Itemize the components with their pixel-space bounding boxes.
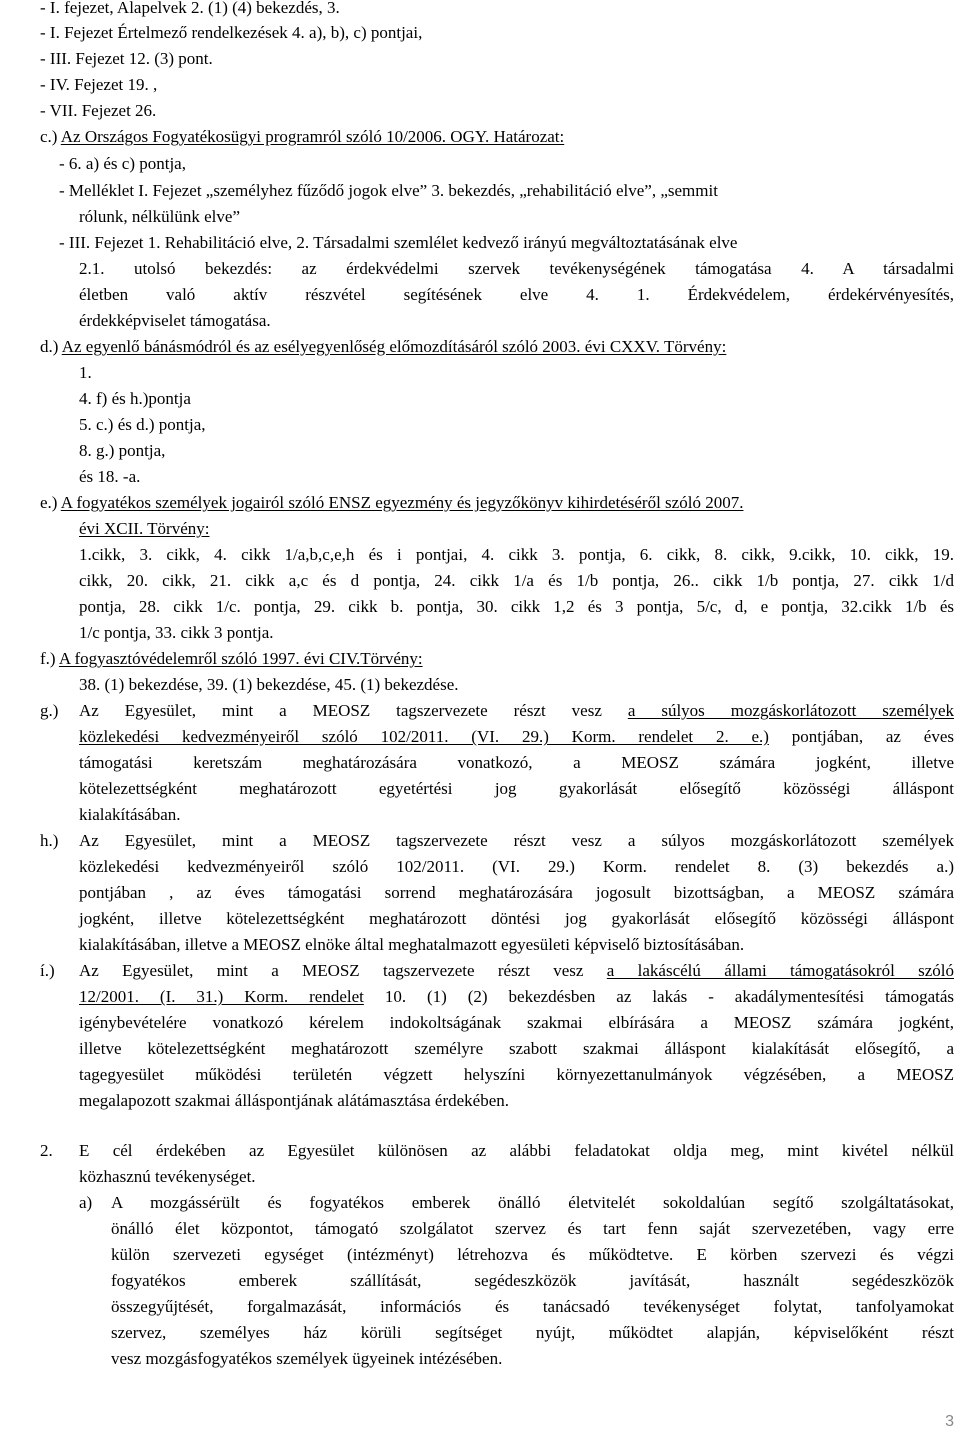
section-e-line: 1.cikk, 3. cikk, 4. cikk 1/a,b,c,e,h és i pontjai, 4. cikk 3. pontja, 6. cikk, 8. cikk, 9.cikk, 10. cikk, 19. xyxy=(79,545,954,564)
section-g-label: g.) xyxy=(40,701,59,720)
section-i-line: tagegyesület működési területén végzett helyszíni környezettanulmányok végzésében, a MEOSZ xyxy=(79,1065,954,1084)
section-2a-line: fogyatékos emberek szállítását, segédeszközök javítását, használt segédeszközök xyxy=(111,1271,954,1290)
section-d-item: 8. g.) pontja, xyxy=(79,441,166,460)
section-e-line: pontja, 28. cikk 1/c. pontja, 29. cikk b. pontja, 30. cikk 1,2 és 3 pontja, 5/c, d, e pontja, 32.cikk 1/b és xyxy=(79,597,954,616)
section-d-item: 5. c.) és d.) pontja, xyxy=(79,415,206,434)
section-d-item: és 18. -a. xyxy=(79,467,141,486)
section-2a-line: összegyűjtését, forgalmazását, információs és tanácsadó tevékenységet folytat, tanfolyamokat xyxy=(111,1297,954,1316)
section-c-item: rólunk, nélkülünk elve” xyxy=(79,207,240,226)
section-f-heading xyxy=(40,646,423,673)
section-c-heading xyxy=(40,124,564,151)
section-d-item: 4. f) és h.)pontja xyxy=(79,389,191,408)
section-2a-label: a) xyxy=(79,1193,93,1212)
section-i-line: megalapozott szakmai álláspontjának alátámasztása érdekében. xyxy=(79,1091,509,1110)
list-line: - I. fejezet, Alapelvek 2. (1) (4) bekezdés, 3. xyxy=(40,0,340,17)
section-h-line: pontjában , az éves támogatási sorrend meghatározására jogosult bizottságban, a MEOSZ számára xyxy=(79,883,954,902)
section-h-line: Az Egyesület, mint a MEOSZ tagszervezete részt vesz a súlyos mozgáskorlátozott személyek xyxy=(79,831,954,850)
section-f-label: f.) xyxy=(40,649,56,668)
section-c-item: érdekképviselet támogatása. xyxy=(79,311,271,330)
section-e-heading xyxy=(40,490,743,517)
section-i-line: illetve kötelezettségként meghatározott személyre szabott szakmai álláspont kialakítását elősegítő, a xyxy=(79,1039,954,1058)
section-c-item: - 6. a) és c) pontja, xyxy=(59,154,186,173)
list-line: - I. Fejezet Értelmező rendelkezések 4. a), b), c) pontjai, xyxy=(40,23,423,42)
section-2a-line: vesz mozgásfogyatékos személyek ügyeinek intézésében. xyxy=(111,1349,503,1368)
list-line: - IV. Fejezet 19. , xyxy=(40,75,158,94)
section-g-line: közlekedési kedvezményeiről szóló 102/2011. (VI. 29.) Korm. rendelet 2. e.) pontjában, az éves xyxy=(79,727,954,746)
section-f-line: 38. (1) bekezdése, 39. (1) bekezdése, 45. (1) bekezdése. xyxy=(79,675,459,694)
section-2-line: közhasznú tevékenységet. xyxy=(79,1167,256,1186)
page-number: 3 xyxy=(945,1413,954,1430)
section-e-line: 1/c pontja, 33. cikk 3 pontja. xyxy=(79,623,274,642)
section-i-line: 12/2001. (I. 31.) Korm. rendelet 10. (1) (2) bekezdésben az lakás - akadálymentesítési támogatás xyxy=(79,987,954,1006)
section-c-item: életben való aktív részvétel segítésének elve 4. 1. Érdekvédelem, érdekérvényesítés, xyxy=(79,285,954,304)
section-2-number: 2. xyxy=(40,1141,53,1160)
section-d-heading xyxy=(40,334,726,361)
section-i-line: Az Egyesület, mint a MEOSZ tagszervezete részt vesz a lakáscélú állami támogatásokról szóló xyxy=(79,961,954,980)
section-2a-line: külön szervezeti egységet (intézményt) létrehozva és működtetve. E körben szervezi és végzi xyxy=(111,1245,954,1264)
section-h-line: jogként, illetve kötelezettségként meghatározott döntési jog gyakorlását elősegítő közösségi álláspont xyxy=(79,909,954,928)
section-i-line: igénybevételére vonatkozó kérelem indokoltságának szakmai elbírására a MEOSZ számára jogként, xyxy=(79,1013,954,1032)
section-2a-line: szervez, személyes ház körüli segítséget nyújt, működtet alapján, képviselőként részt xyxy=(111,1323,954,1342)
section-g-line: Az Egyesület, mint a MEOSZ tagszervezete részt vesz a súlyos mozgáskorlátozott személyek xyxy=(79,701,954,720)
section-e-label: e.) xyxy=(40,493,58,512)
section-d-label: d.) xyxy=(40,337,59,356)
list-line: - III. Fejezet 12. (3) pont. xyxy=(40,49,213,68)
section-2a-line: önálló élet központot, támogató szolgálatot szervez és tart fenn saját szervezetében, vagy erre xyxy=(111,1219,954,1238)
section-g-line: kialakításában. xyxy=(79,805,181,824)
section-2-line: E cél érdekében az Egyesület különösen az alábbi feladatokat oldja meg, mint kivétel nélkül xyxy=(79,1141,954,1160)
section-h-label: h.) xyxy=(40,831,59,850)
section-f-title: A fogyasztóvédelemről szóló 1997. évi CIV.Törvény: xyxy=(58,649,423,668)
section-c-item: 2.1. utolsó bekezdés: az érdekvédelmi szervek tevékenységének támogatása 4. A társadalmi xyxy=(79,259,954,278)
section-2a-line: A mozgássérült és fogyatékos emberek önálló életvitelét sokoldalúan segítő szolgáltatásokat, xyxy=(111,1193,954,1212)
section-c-item: - III. Fejezet 1. Rehabilitáció elve, 2. Társadalmi szemlélet kedvező irányú megváltoztatásának elve xyxy=(59,233,738,252)
section-i-label: í.) xyxy=(40,961,55,980)
section-g-line: támogatási keretszám meghatározására vonatkozó, a MEOSZ számára jogként, illetve xyxy=(79,753,954,772)
section-e-title: A fogyatékos személyek jogairól szóló ENSZ egyezmény és jegyzőkönyv kihirdetéséről szóló 2007. xyxy=(60,493,744,512)
section-c-item: - Melléklet I. Fejezet „személyhez fűződő jogok elve” 3. bekezdés, „rehabilitáció elve”, „semmit xyxy=(59,181,718,200)
section-h-line: közlekedési kedvezményeiről szóló 102/2011. (VI. 29.) Korm. rendelet 8. (3) bekezdés a.) xyxy=(79,857,954,876)
section-c-title: Az Országos Fogyatékosügyi programról szóló 10/2006. OGY. Határozat: xyxy=(60,127,565,146)
section-e-line: cikk, 20. cikk, 21. cikk a,c és d pontja, 24. cikk 1/a és 1/b pontja, 26.. cikk 1/b pontja, 27. cikk 1/d xyxy=(79,571,954,590)
section-d-title: Az egyenlő bánásmódról és az esélyegyenlőség előmozdításáról szóló 2003. évi CXXV. Törvény: xyxy=(61,337,727,356)
section-c-label: c.) xyxy=(40,127,58,146)
list-line: - VII. Fejezet 26. xyxy=(40,101,157,120)
section-d-item: 1. xyxy=(79,363,92,382)
section-g-line: kötelezettségként meghatározott egyetértési jog gyakorlását elősegítő közösségi álláspont xyxy=(79,779,954,798)
section-h-line: kialakításában, illetve a MEOSZ elnöke által meghatalmazott egyesületi képviselő biztosításában. xyxy=(79,935,745,954)
section-e-title-cont: évi XCII. Törvény: xyxy=(79,519,210,538)
